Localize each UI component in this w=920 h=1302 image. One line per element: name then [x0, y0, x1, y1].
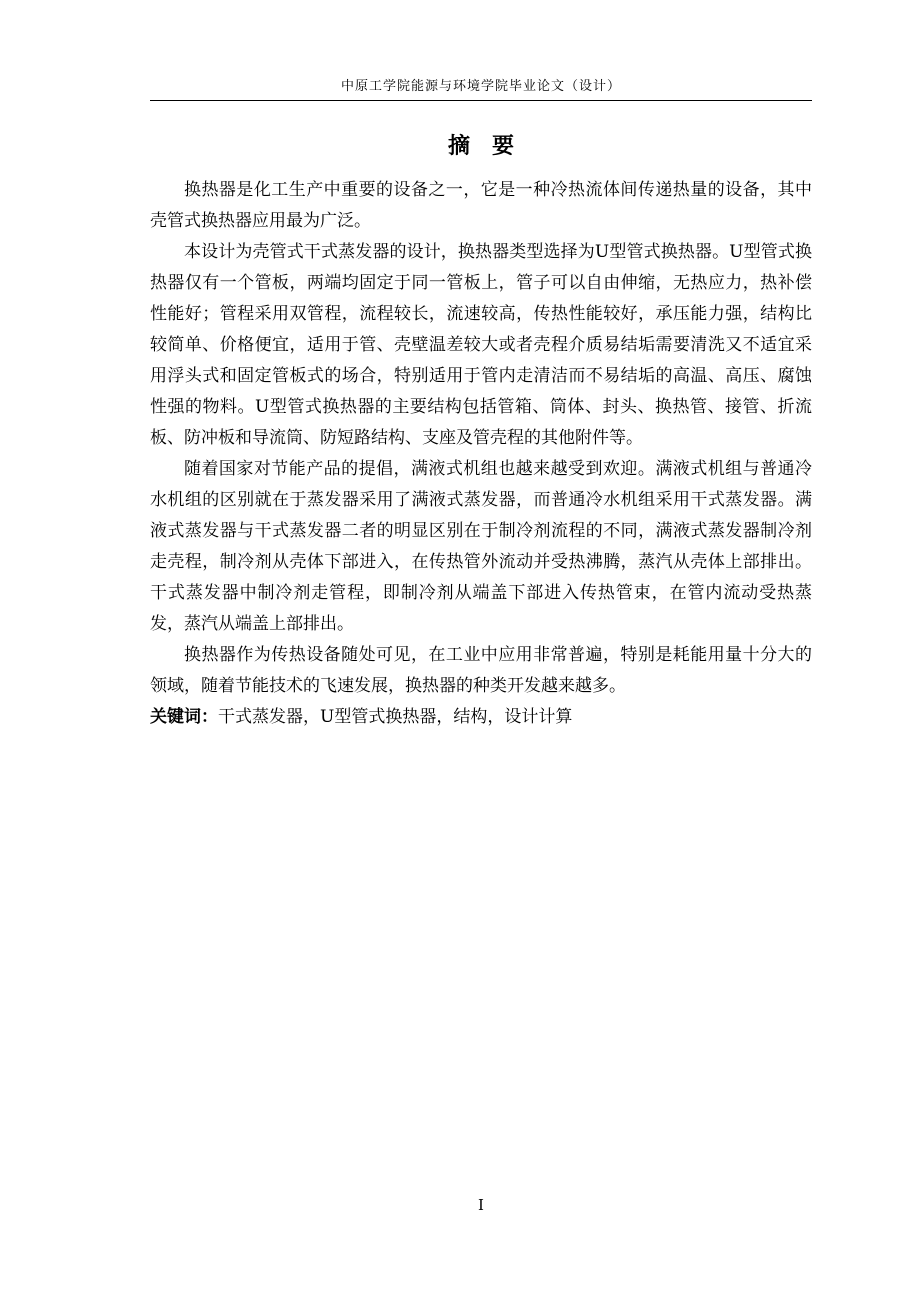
- abstract-body: [150, 175, 812, 733]
- header-rule: [150, 100, 812, 101]
- abstract-paragraph-3: 随着国家对节能产品的提倡，满液式机组也越来越受到欢迎。满液式机组与普通冷水机组的区别就在于蒸发器采用了满液式蒸发器，而普通冷水机组采用干式蒸发器。满液式蒸发器与干式蒸发器二者的明显区别在于制冷剂流程的不同，满液式蒸发器制冷剂走壳程，制冷剂从壳体下部进入，在传热管外流动并受热沸腾，蒸汽从壳体上部排出。干式蒸发器中制冷剂走管程，即制冷剂从端盖下部进入传热管束，在管内流动受热蒸发，蒸汽从端盖上部排出。: [150, 459, 812, 634]
- keywords-label: 关键词：: [150, 707, 218, 727]
- abstract-title: 摘要: [447, 134, 536, 159]
- page-number: I: [478, 1196, 484, 1214]
- keywords-text: 干式蒸发器，U型管式换热器，结构，设计计算: [218, 707, 573, 727]
- abstract-paragraph-2: 本设计为壳管式干式蒸发器的设计，换热器类型选择为U型管式换热器。U型管式换热器仅有一个管板，两端均固定于同一管板上，管子可以自由伸缩，无热应力，热补偿性能好；管程采用双管程，流程较长，流速较高，传热性能较好，承压能力强，结构比较简单、价格便宜，适用于管、壳壁温差较大或者壳程介质易结垢需要清洗又不适宜采用浮头式和固定管板式的场合，特别适用于管内走清洁而不易结垢的高温、高压、腐蚀性强的物料。U型管式换热器的主要结构包括管箱、筒体、封头、换热管、接管、折流板、防冲板和导流筒、防短路结构、支座及管壳程的其他附件等。: [150, 242, 812, 448]
- abstract-paragraph-1: 换热器是化工生产中重要的设备之一，它是一种冷热流体间传递热量的设备，其中壳管式换热器应用最为广泛。: [150, 180, 812, 231]
- keywords-line: [150, 702, 812, 733]
- running-header: 中原工学院能源与环境学院毕业论文（设计）: [340, 79, 621, 94]
- abstract-paragraph-4: 换热器作为传热设备随处可见，在工业中应用非常普遍，特别是耗能用量十分大的领域，随着节能技术的飞速发展，换热器的种类开发越来越多。: [150, 645, 812, 696]
